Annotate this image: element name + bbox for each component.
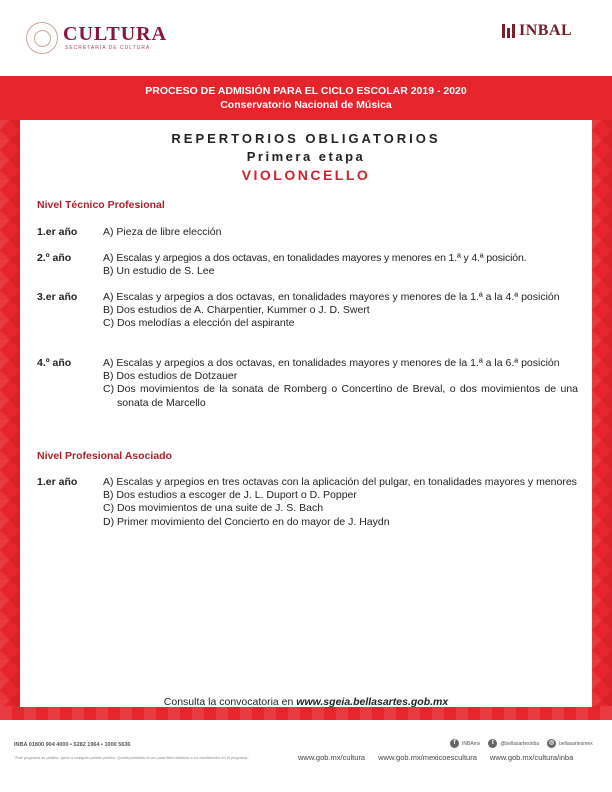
- item-letter: B): [103, 489, 114, 502]
- social-instagram[interactable]: [547, 739, 593, 748]
- banner-title: PROCESO DE ADMISIÓN PARA EL CICLO ESCOLAR 2019 - 2020: [145, 85, 467, 97]
- list-item: [103, 317, 578, 330]
- page-header: [0, 0, 612, 76]
- item-letter: A): [103, 357, 114, 369]
- cultura-wordmark: CULTURA: [63, 23, 168, 45]
- banner-subtitle: Conservatorio Nacional de Música: [220, 99, 392, 111]
- footer-disclaimer: "Este programa es público, ajeno a cualquier partido político. Queda prohibido el uso para fines distintos a los establecidos en el programa": [14, 756, 249, 760]
- item-text: Primer movimiento del Concierto en do mayor de J. Haydn: [117, 515, 390, 528]
- list-item: [103, 265, 579, 278]
- item-letter: A): [103, 476, 114, 488]
- item-text: Pieza de libre elección: [116, 226, 222, 238]
- section-heading-tecnico: Nivel Técnico Profesional: [37, 199, 165, 211]
- convocatoria-text: Consulta la convocatoria en: [163, 696, 297, 708]
- list-item: [103, 357, 578, 370]
- social-facebook[interactable]: [450, 739, 480, 748]
- social-label: bellasartesmex: [559, 740, 593, 747]
- footer-link[interactable]: www.gob.mx/cultura/inba: [489, 753, 574, 762]
- list-item: [103, 489, 578, 502]
- item-letter: B): [103, 304, 114, 317]
- right-red-frame: [592, 120, 612, 708]
- year-items: [103, 291, 578, 331]
- stage-title: Primera etapa: [246, 149, 366, 164]
- list-item: [103, 291, 578, 304]
- instrument-title: VIOLONCELLO: [241, 167, 371, 183]
- list-item: [103, 516, 578, 529]
- national-seal-icon: [26, 22, 58, 54]
- convocatoria-note: [0, 696, 612, 708]
- year-label: 4.º año: [37, 357, 72, 369]
- list-item: [103, 476, 578, 489]
- item-text: Dos estudios de Dotzauer: [116, 370, 238, 383]
- social-links: [450, 739, 601, 748]
- inbal-logo: [502, 22, 572, 40]
- list-item: [103, 370, 578, 383]
- list-item: [103, 252, 579, 265]
- year-label: 1.er año: [37, 476, 78, 488]
- item-text: Dos melodías a elección del aspirante: [117, 317, 295, 330]
- list-item: [103, 304, 578, 317]
- item-letter: A): [103, 291, 114, 303]
- item-text: Escalas y arpegios a dos octavas, en tonalidades mayores y menores de la 1.ª a la 6.ª posición: [116, 357, 560, 369]
- list-item: [103, 383, 578, 409]
- item-letter: B): [103, 265, 114, 278]
- left-red-frame: [0, 120, 20, 708]
- item-letter: B): [103, 370, 114, 383]
- instagram-icon: ◎: [548, 740, 555, 746]
- item-letter: A): [103, 226, 114, 238]
- footer-links: [298, 753, 586, 762]
- item-text: Dos movimientos de una suite de J. S. Bach: [117, 502, 324, 515]
- cultura-subtitle: SECRETARÍA DE CULTURA: [65, 45, 151, 51]
- social-label: @bellasartesinba: [500, 740, 540, 747]
- section-heading-asociado: Nivel Profesional Asociado: [37, 450, 172, 462]
- item-text: Dos estudios de A. Charpentier, Kummer o J. D. Swert: [116, 304, 370, 317]
- item-letter: D): [103, 515, 115, 528]
- item-text: Escalas y arpegios a dos octavas, en tonalidades mayores y menores en 1.ª y 4.ª posición.: [116, 252, 527, 264]
- item-letter: C): [103, 383, 115, 396]
- year-label: 2.º año: [37, 252, 72, 264]
- item-letter: C): [103, 502, 115, 515]
- cultura-logo: [26, 22, 167, 54]
- item-text: Escalas y arpegios en tres octavas con la aplicación del pulgar, en tonalidades mayores y menores: [116, 476, 577, 488]
- item-letter: C): [103, 317, 115, 330]
- social-label: INBAmx: [462, 740, 481, 747]
- facebook-icon: f: [450, 739, 459, 748]
- social-twitter[interactable]: [488, 739, 539, 748]
- building-icon: [502, 24, 516, 38]
- item-text: Dos movimientos de la sonata de Romberg o Concertino de Breval, o dos movimientos de una sonata de Marcello: [117, 383, 578, 409]
- footer-link[interactable]: www.gob.mx/mexicoescultura: [378, 753, 477, 762]
- list-item: [103, 502, 578, 515]
- item-text: Escalas y arpegios a dos octavas, en tonalidades mayores y menores de la 1.ª a la 4.ª posición: [116, 291, 560, 303]
- twitter-icon: t: [488, 739, 497, 748]
- year-items: [103, 476, 578, 529]
- footer-link[interactable]: www.gob.mx/cultura: [298, 753, 366, 762]
- year-items: [103, 357, 578, 410]
- footer-phone: INBA 01800 904 4000 • 5282 1964 • 1000 5636: [14, 742, 131, 748]
- inbal-wordmark: INBAL: [519, 22, 573, 39]
- list-item: [103, 226, 578, 239]
- year-items: [103, 252, 579, 278]
- item-text: Un estudio de S. Lee: [116, 265, 215, 278]
- year-label: 1.er año: [37, 226, 78, 238]
- item-letter: A): [103, 252, 114, 264]
- bottom-red-frame: [0, 706, 612, 720]
- red-banner: [0, 76, 612, 120]
- item-text: Dos estudios a escoger de J. L. Duport o D. Popper: [116, 489, 357, 502]
- year-items: [103, 226, 578, 239]
- year-label: 3.er año: [37, 291, 78, 303]
- convocatoria-link[interactable]: www.sgeia.bellasartes.gob.mx: [296, 696, 449, 708]
- document-title: REPERTORIOS OBLIGATORIOS: [171, 131, 441, 146]
